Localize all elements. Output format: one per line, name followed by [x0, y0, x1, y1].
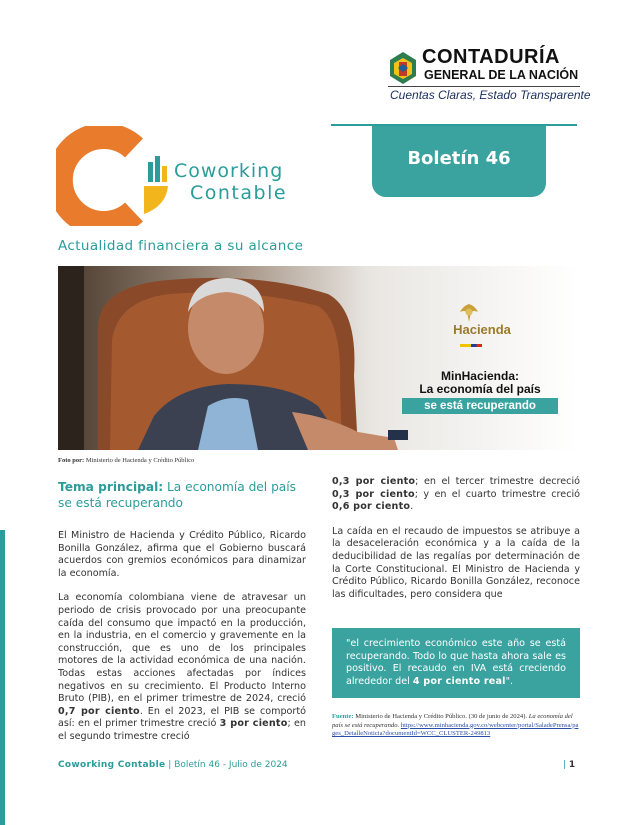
- page-number: | 1: [563, 760, 576, 770]
- footer-brand: Coworking Contable: [58, 760, 166, 770]
- source-label: Fuente:: [332, 713, 354, 720]
- org-motto: Cuentas Claras, Estado Transparente: [390, 88, 591, 102]
- p2-text-3: ; en el segundo trimestre creció: [58, 718, 306, 742]
- article-paragraph-1: El Ministro de Hacienda y Crédito Público, Ricardo Bonilla González, afirma que el Gobierno buscará acuerdos con gremios económicos para dinamizar la economía.: [58, 530, 306, 579]
- coworking-logo-icon: [56, 126, 176, 226]
- page-number-value: 1: [568, 760, 576, 770]
- quote-text-2: ".: [505, 675, 514, 687]
- pull-quote: [332, 628, 580, 698]
- p2-text-5: ; y en el cuarto trimestre creció: [414, 488, 580, 500]
- p2-text-4: ; en el tercer trimestre decreció: [415, 476, 580, 487]
- org-name-line2: GENERAL DE LA NACIÓN: [424, 68, 579, 82]
- feature-photo: [58, 266, 578, 450]
- p2-figure-1: 0,7 por ciento: [58, 705, 140, 717]
- brand-name-line1: Coworking: [174, 160, 284, 182]
- p2-figure-5: 0,6 por ciento: [332, 501, 411, 513]
- source-title: La economía del país se está recuperando.: [332, 713, 573, 729]
- article-paragraph-2: [58, 592, 306, 743]
- hacienda-brand: Hacienda: [453, 322, 511, 337]
- article-column-right: [332, 476, 580, 613]
- article-column-left: [58, 530, 306, 756]
- source-link[interactable]: https://www.minhacienda.gov.co/webcenter/portal/SaladePrensa/pages_DetalleNoticia?documentId=WCC_CLUSTER-249813: [332, 721, 579, 738]
- photo-overlay-title-line2: La economía del país: [419, 382, 541, 396]
- org-name-line1: CONTADURÍA: [422, 46, 560, 68]
- article-paragraph-2-cont: [332, 476, 580, 514]
- cgn-logo: [388, 46, 591, 102]
- flag-stripe-icon: [460, 344, 482, 347]
- photo-caption-text: Ministerio de Hacienda y Crédito Público: [85, 457, 195, 464]
- photo-overlay-subtitle: se está recuperando: [402, 398, 558, 414]
- footer: Coworking Contable | Boletín 46 - Julio de 2024: [58, 760, 288, 770]
- brand-tagline: Actualidad financiera a su alcance: [58, 238, 304, 254]
- left-accent-strip: [0, 530, 5, 825]
- article-heading-label: Tema principal:: [58, 480, 164, 494]
- quote-text-1: "el crecimiento económico este año se está recuperando. Todo lo que hasta ahora sale es positivo. El recaudo en IVA está creciendo alrededor del: [346, 638, 566, 687]
- p2-text-1: La economía colombiana viene de atravesar un periodo de crisis provocado por una preocupante caída del consumo que impactó en la producción, en la industria, en el comercio y gravemente en la construcción, que es uno de los principales motores de la actividad económica de una nación. Todas estas acciones afectadas por índices negativos en su crecimiento. El Producto Interno Bruto (PIB), en el primer trimestre de 2024, creció: [58, 592, 306, 705]
- photo-scene: [58, 266, 578, 450]
- footer-issue: Boletín 46 - Julio de 2024: [174, 760, 288, 770]
- issue-badge-label: Boletín 46: [407, 148, 511, 169]
- issue-badge: [372, 126, 546, 197]
- article-paragraph-3: La caída en el recaudo de impuestos se atribuye a la desaceleración económica y a la caída de la deducibilidad de las regalías por determinación de la Corte Constitucional. El Ministro de Hacienda y Crédito Público, Ricardo Bonilla González, reconoce las dificultades, pero considera que: [332, 525, 580, 600]
- source-text: Ministerio de Hacienda y Crédito Público. (30 de junio de 2024).: [355, 713, 528, 720]
- quote-figure: 4 por ciento real: [412, 675, 506, 687]
- photo-overlay-title-line1: MinHacienda:: [440, 369, 519, 383]
- cgn-emblem-icon: [388, 50, 418, 90]
- p2-figure-3: 0,3 por ciento: [332, 476, 416, 487]
- article-heading: [58, 479, 308, 511]
- photo-caption: [58, 457, 194, 464]
- photo-overlay-title: [400, 370, 560, 396]
- photo-caption-label: Foto por:: [58, 457, 85, 464]
- article-heading-text: La economía del país se está recuperando: [58, 480, 297, 510]
- p2-figure-2: 3 por ciento: [219, 718, 288, 730]
- coat-of-arms-icon: [456, 302, 482, 324]
- p2-figure-4: 0,3 por ciento: [332, 488, 415, 500]
- org-divider: [388, 86, 580, 87]
- brand-name-line2: Contable: [190, 182, 288, 204]
- p2-text-6: .: [410, 501, 414, 513]
- p2-text-2: . En el 2023, el PIB se comportó así: en el primer trimestre creció: [58, 705, 306, 730]
- source-citation: [332, 713, 580, 739]
